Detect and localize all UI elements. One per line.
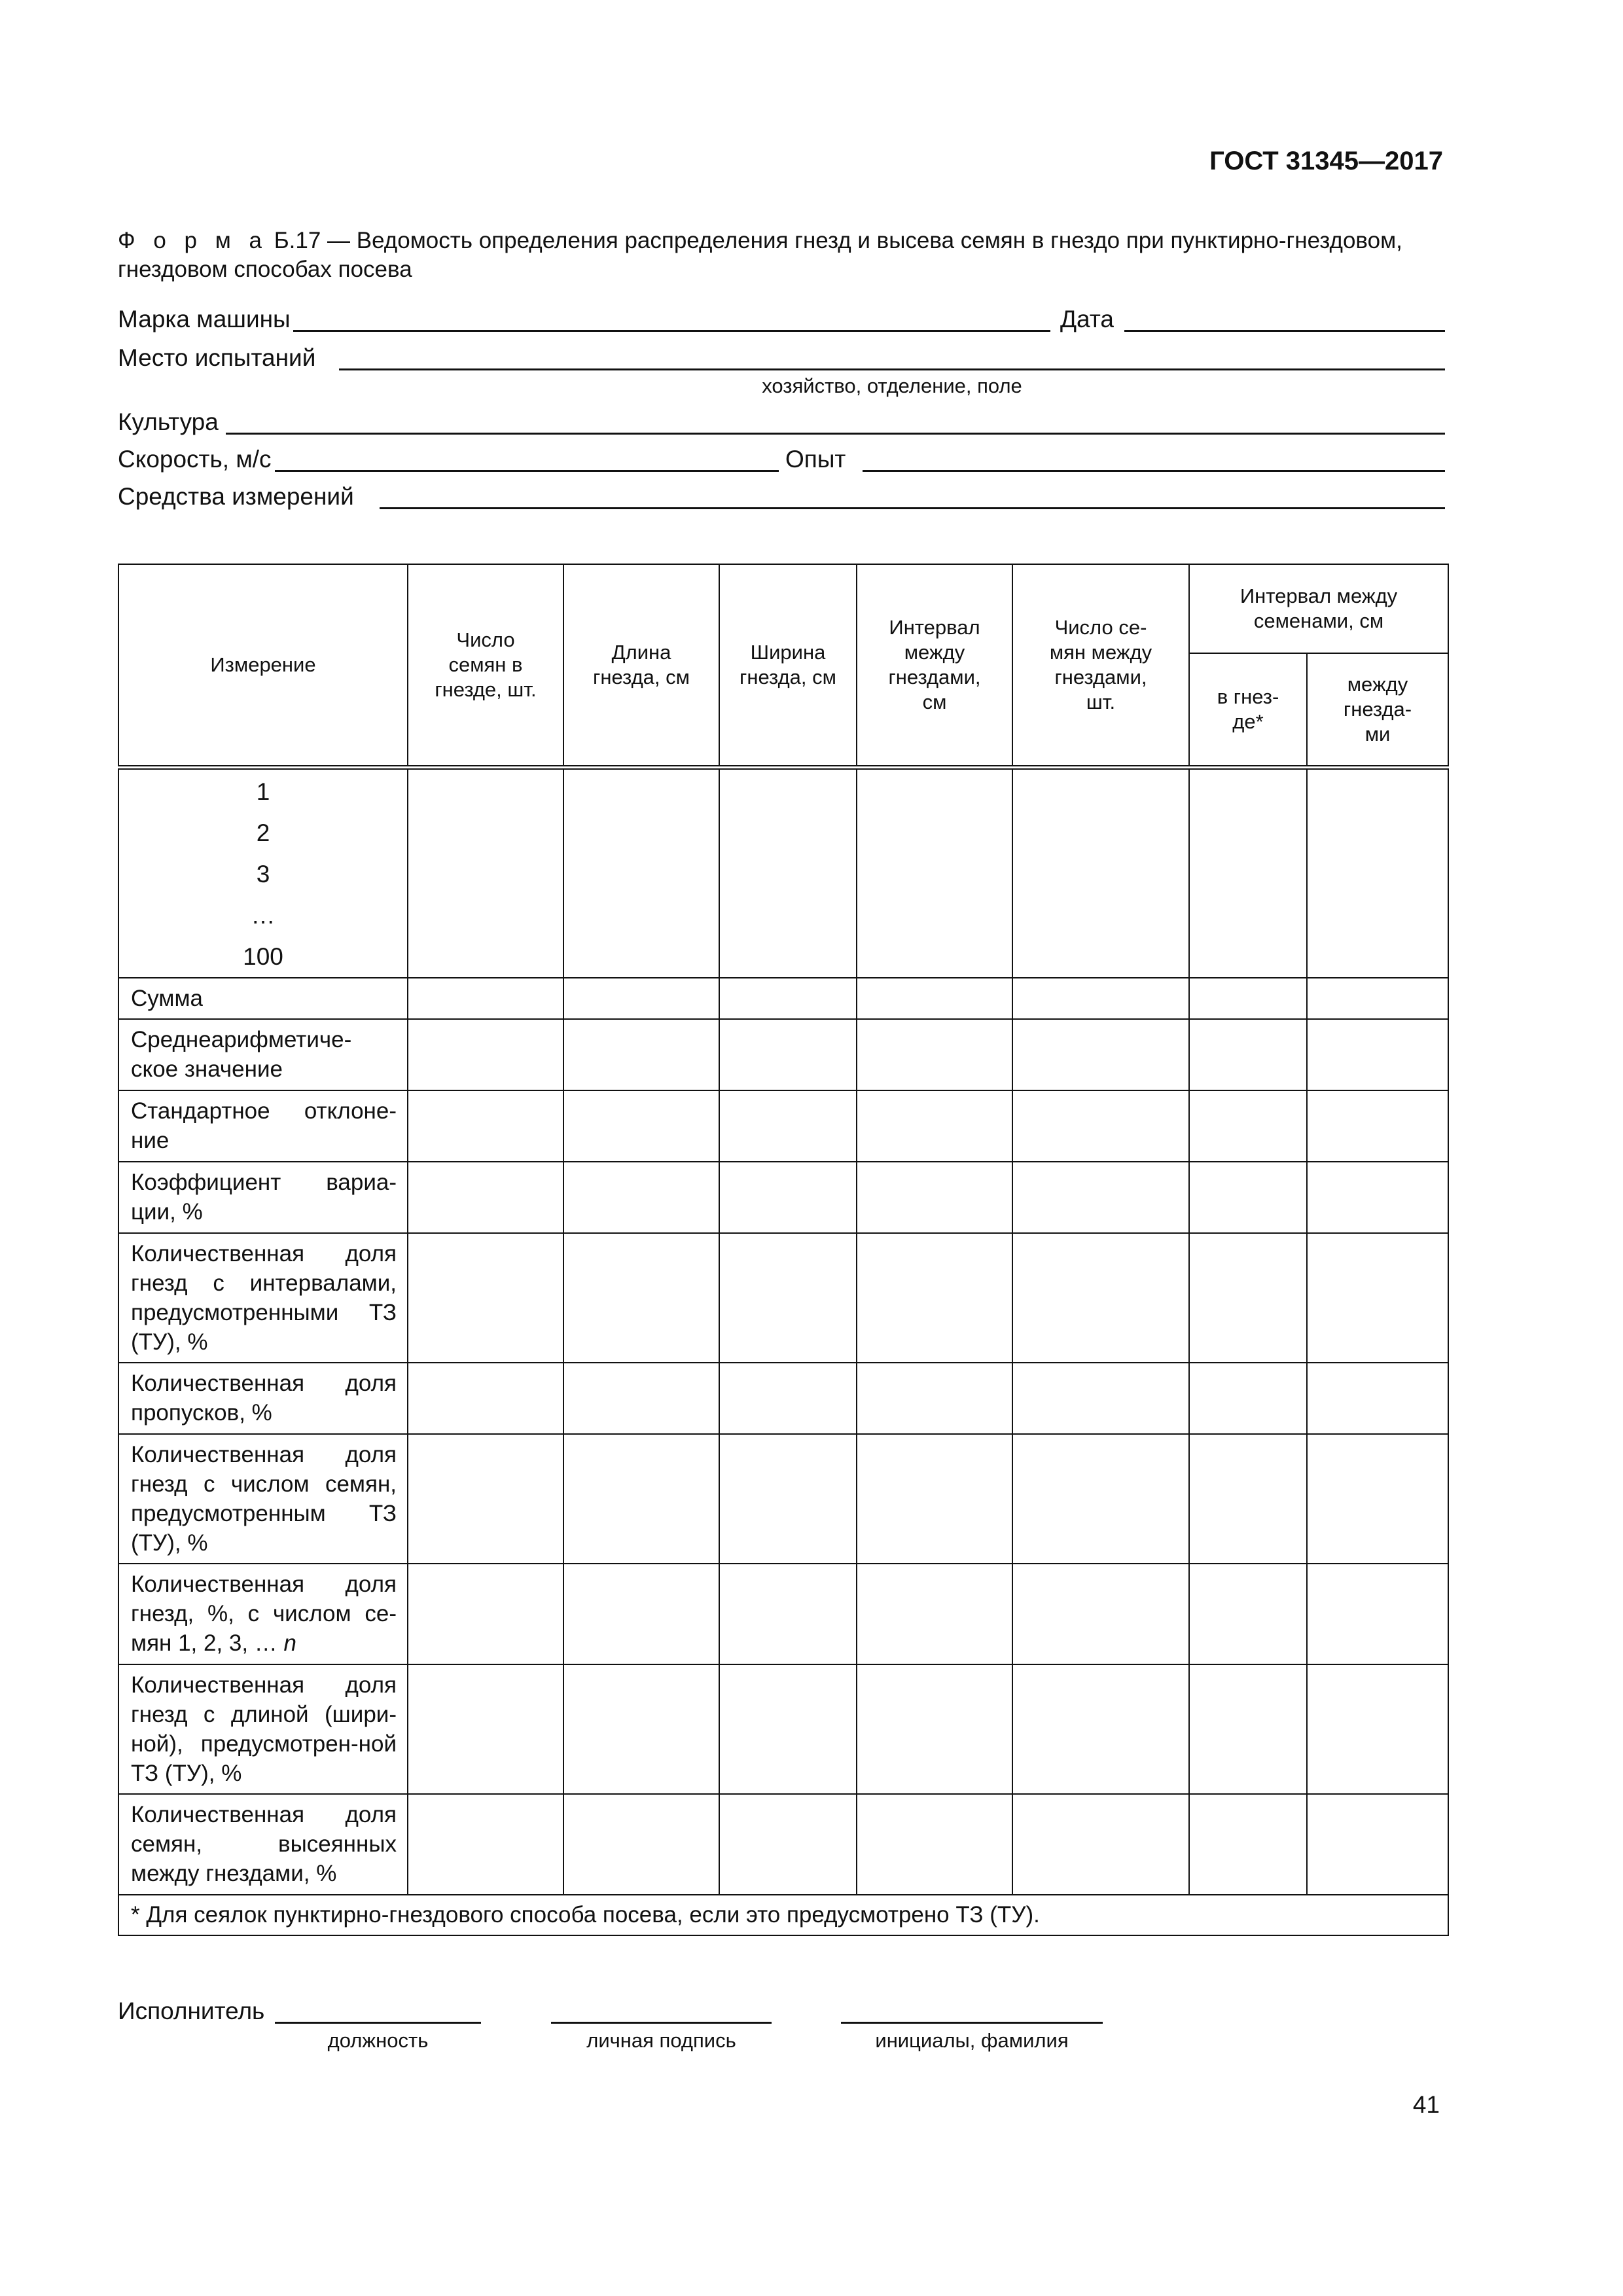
table-row	[118, 1794, 1448, 1895]
row-label: Количественная доля гнезд с интервалами, предусмотренными ТЗ (ТУ), %	[118, 1233, 408, 1363]
machine-brand-label: Марка машины	[118, 306, 291, 332]
measurement-number: 1	[256, 778, 270, 805]
form-number-title: Б.17 — Ведомость определения распределения гнезд и высева семян в гнездо при пунктирно-гнездовом,	[267, 228, 1402, 253]
measurement-number: 3	[256, 860, 270, 888]
signature-line[interactable]	[551, 2022, 772, 2024]
italic-n: n	[283, 1630, 297, 1656]
measurement-number: 2	[256, 819, 270, 846]
page-number: 41	[1412, 2091, 1440, 2118]
form-label: Ф о р м а	[118, 228, 268, 253]
table-row	[118, 1233, 1448, 1363]
measurement-number: …	[251, 901, 276, 929]
table-row	[118, 1162, 1448, 1233]
position-line[interactable]	[275, 2022, 481, 2024]
row-label: Количественная доля гнезд, %, с числом се-мян 1, 2, 3, …	[131, 1571, 397, 1656]
test-place-line[interactable]	[339, 368, 1445, 370]
header-between-nests: между гнезда-ми	[1307, 653, 1448, 767]
measurement-number: 100	[243, 942, 283, 970]
test-place-label: Место испытаний	[118, 344, 316, 371]
name-line[interactable]	[841, 2022, 1103, 2024]
header-in-nest: в гнез-де*	[1189, 653, 1307, 767]
instruments-line[interactable]	[380, 507, 1445, 509]
date-line[interactable]	[1124, 330, 1445, 332]
row-label: Коэффициент вариа-ции, %	[118, 1162, 408, 1233]
row-label: Сумма	[118, 978, 408, 1019]
row-label: Количественная доля гнезд с числом семян, предусмотренным ТЗ (ТУ), %	[118, 1434, 408, 1564]
name-caption: инициалы, фамилия	[875, 2029, 1069, 2052]
row-label-cell	[118, 1564, 408, 1664]
table-footnote: * Для сеялок пунктирно-гнездового способа посева, если это предусмотрено ТЗ (ТУ).	[118, 1895, 1448, 1935]
row-label: Количественная доля гнезд с длиной (шири-ной), предусмотрен-ной ТЗ (ТУ), %	[118, 1664, 408, 1794]
date-label: Дата	[1060, 306, 1114, 332]
crop-label: Культура	[118, 408, 219, 435]
experiment-line[interactable]	[863, 470, 1445, 472]
experiment-label: Опыт	[785, 446, 846, 473]
signature-caption: личная подпись	[586, 2029, 736, 2052]
header-measurement: Измерение	[118, 564, 408, 767]
speed-label: Скорость, м/с	[118, 446, 272, 473]
measurement-numbers-cell	[118, 767, 408, 978]
table-row	[118, 1564, 1448, 1664]
row-label: Среднеарифметиче-ское значение	[118, 1019, 408, 1090]
footnote-row	[118, 1895, 1448, 1935]
table-row	[118, 1019, 1448, 1090]
header-nest-length: Длина гнезда, см	[563, 564, 719, 767]
crop-line[interactable]	[226, 433, 1445, 435]
table-row	[118, 978, 1448, 1019]
header-seeds-between-nests: Число се-мян между гнездами, шт.	[1012, 564, 1189, 767]
table-row	[118, 1363, 1448, 1434]
header-seed-interval-group: Интервал между семенами, см	[1189, 564, 1448, 653]
header-seeds-in-nest: Число семян в гнезде, шт.	[408, 564, 563, 767]
table-row	[118, 767, 1448, 978]
instruments-label: Средства измерений	[118, 483, 354, 510]
row-label: Количественная доля семян, высеянных между гнездами, %	[118, 1794, 408, 1895]
table-row	[118, 1664, 1448, 1794]
machine-brand-line[interactable]	[293, 330, 1050, 332]
header-nest-width: Ширина гнезда, см	[719, 564, 857, 767]
form-title-line2: гнездовом способах посева	[118, 257, 412, 282]
table-row	[118, 1434, 1448, 1564]
row-label: Стандартное отклоне-ние	[118, 1090, 408, 1162]
row-label: Количественная доля пропусков, %	[118, 1363, 408, 1434]
test-place-hint: хозяйство, отделение, поле	[762, 374, 1022, 397]
table-row	[118, 1090, 1448, 1162]
executor-label: Исполнитель	[118, 1998, 265, 2024]
form-title	[118, 226, 1446, 284]
position-caption: должность	[327, 2029, 429, 2052]
speed-line[interactable]	[275, 470, 779, 472]
measurement-table	[118, 564, 1449, 1936]
header-interval-between-nests: Интервал между гнездами, см	[857, 564, 1012, 767]
standard-number: ГОСТ 31345—2017	[1209, 147, 1443, 175]
